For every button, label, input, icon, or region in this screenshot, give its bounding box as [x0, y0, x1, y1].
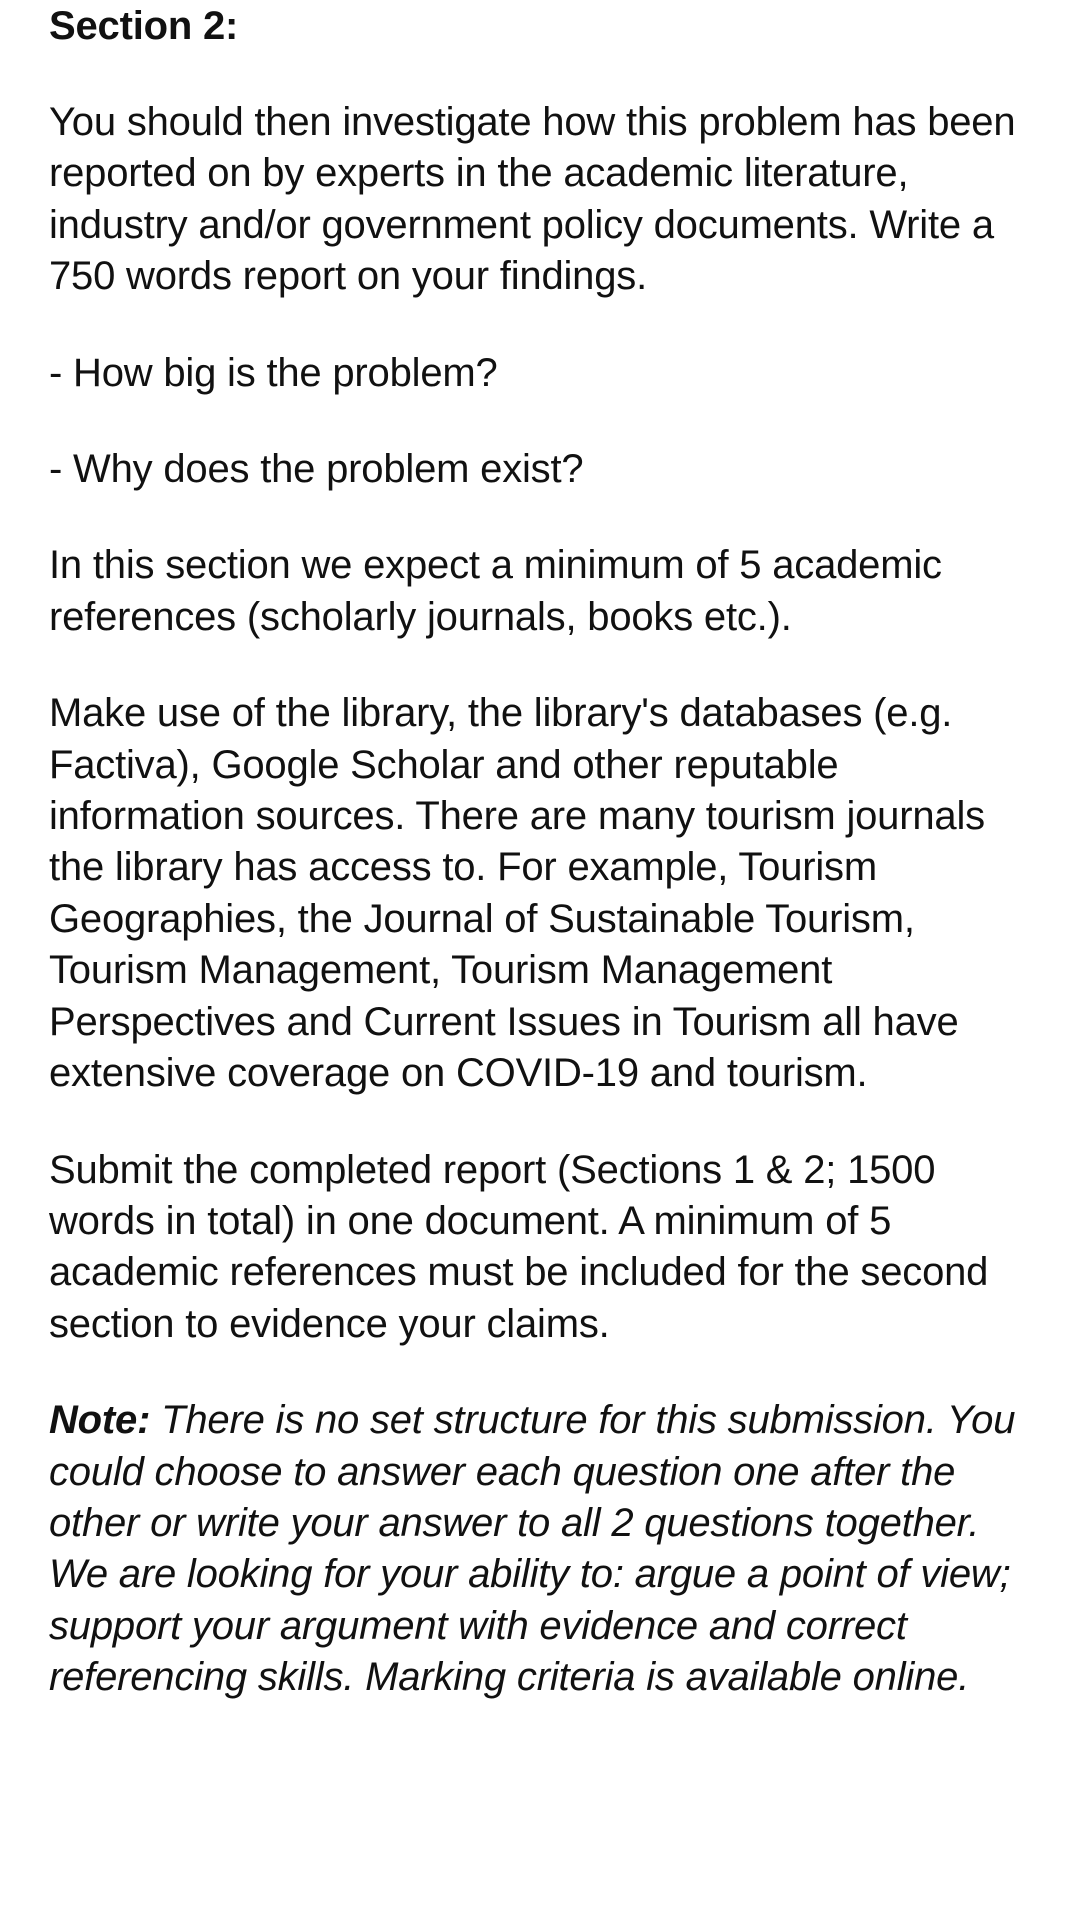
- question-item-size: - How big is the problem?: [49, 350, 498, 395]
- references-requirement-paragraph: In this section we expect a minimum of 5 academic references (scholarly journals, books etc.).: [49, 543, 942, 639]
- document-page: [0, 1, 1072, 1921]
- library-resources-paragraph: Make use of the library, the library's databases (e.g. Factiva), Google Scholar and other reputable information sources. There are many tourism journals the library has access to. For example, Tourism Geographies, the Journal of Sustainable Tourism, Tourism Management, Tourism Management Perspectives and Current Issues in Tourism all have extensive coverage on COVID-19 and tourism.: [49, 691, 985, 1096]
- note-paragraph: [49, 1395, 1032, 1703]
- section-heading: Section 2:: [49, 4, 239, 48]
- intro-paragraph: You should then investigate how this problem has been reported on by experts in the academic literature, industry and/or government policy documents. Write a 750 words report on your findings.: [49, 100, 1016, 299]
- submission-paragraph: Submit the completed report (Sections 1 & 2; 1500 words in total) in one document. A minimum of 5 academic references must be included for the second section to evidence your claims.: [49, 1147, 989, 1346]
- note-text: There is no set structure for this submission. You could choose to answer each question one after the other or write your answer to all 2 questions together. We are looking for your ability to: argue a point of view; support your argument with evidence and correct referencing skills. Marking criteria is available online.: [49, 1398, 1016, 1700]
- note-label: Note:: [49, 1398, 151, 1443]
- question-item-cause: - Why does the problem exist?: [49, 447, 584, 492]
